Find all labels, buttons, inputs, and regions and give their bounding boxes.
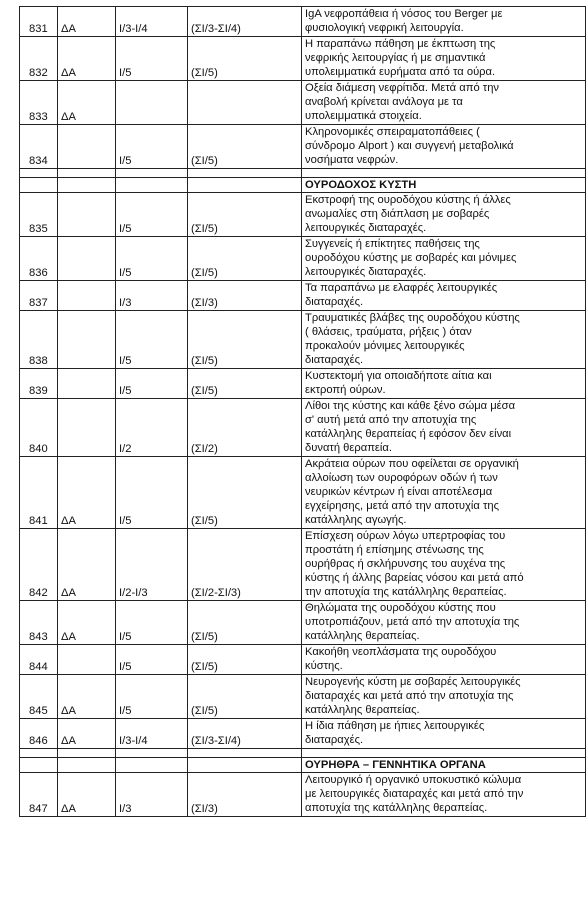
entry-description (302, 193, 586, 237)
entry-description (302, 37, 586, 81)
entry-code-greek: (ΣΙ/5) (188, 601, 302, 645)
disability-table (19, 6, 586, 817)
entry-description (302, 237, 586, 281)
table-row (20, 399, 586, 457)
blank-cell (188, 178, 302, 193)
entry-code: I/3 (116, 281, 188, 311)
description-line: Η ίδια πάθηση με ήπιες λειτουργικές (305, 720, 485, 732)
description-line: αναβολή κρίνεται ανάλογα με τα (305, 96, 463, 108)
section-heading: ΟΥΡΗΘΡΑ – ΓΕΝΝΗΤΙΚΑ ΟΡΓΑΝΑ (302, 758, 586, 773)
table-row (20, 81, 586, 125)
table-row (20, 369, 586, 399)
entry-description (302, 369, 586, 399)
entry-code: I/5 (116, 311, 188, 369)
table-row (20, 457, 586, 529)
description-line: προστάτη ή επίσημης στένωσης της (305, 544, 484, 556)
description-line: ( θλάσεις, τραύματα, ρήξεις ) όταν (305, 326, 472, 338)
blank-cell (188, 758, 302, 773)
entry-code-greek (188, 81, 302, 125)
entry-code: I/5 (116, 237, 188, 281)
entry-number: 845 (20, 675, 58, 719)
entry-description (302, 399, 586, 457)
entry-tag: ΔΑ (58, 37, 116, 81)
description-line: Ακράτεια ούρων που οφείλεται σε οργανική (305, 458, 519, 470)
description-line: Επίσχεση ούρων λόγω υπερτροφίας του (305, 530, 506, 542)
entry-description (302, 601, 586, 645)
description-line: υπολειμματικά ευρήματα από τα ούρα. (305, 66, 496, 78)
entry-tag (58, 399, 116, 457)
description-line: νευρικών κέντρων ή είναι αποτέλεσμα (305, 486, 493, 498)
blank-cell (58, 178, 116, 193)
entry-code: I/2-I/3 (116, 529, 188, 601)
table-row (20, 125, 586, 169)
entry-description (302, 529, 586, 601)
entry-code: I/5 (116, 457, 188, 529)
description-line: σύνδρομο Alport ) και συγγενή μεταβολικά (305, 140, 514, 152)
entry-tag: ΔΑ (58, 457, 116, 529)
table-row (20, 773, 586, 817)
blank-row (20, 169, 586, 178)
entry-code: I/2 (116, 399, 188, 457)
entry-code: I/5 (116, 645, 188, 675)
description-line: Κληρονομικές σπειραματοπάθειες ( (305, 126, 480, 138)
entry-code-greek: (ΣΙ/3) (188, 773, 302, 817)
entry-tag (58, 281, 116, 311)
description-line: λειτουργικές διαταραχές. (305, 222, 427, 234)
table-row (20, 601, 586, 645)
entry-code-greek: (ΣΙ/2) (188, 399, 302, 457)
entry-number: 843 (20, 601, 58, 645)
entry-number: 831 (20, 7, 58, 37)
entry-tag: ΔΑ (58, 773, 116, 817)
entry-code: I/5 (116, 369, 188, 399)
description-line: κατάλληλης θεραπείας ή εφόσον δεν είναι (305, 428, 512, 440)
description-line: υπολειμματικά στοιχεία. (305, 110, 422, 122)
description-line: διαταραχές και μετά από την αποτυχία της (305, 690, 514, 702)
entry-code: I/5 (116, 37, 188, 81)
entry-tag (58, 369, 116, 399)
description-line: κατάλληλης θεραπείας. (305, 704, 420, 716)
entry-number: 838 (20, 311, 58, 369)
blank-cell (116, 178, 188, 193)
description-line: υποτροπιάζουν, μετά από την αποτυχία της (305, 616, 520, 628)
description-line: νοσήματα νεφρών. (305, 154, 399, 166)
entry-code-greek: (ΣΙ/5) (188, 37, 302, 81)
description-line: Θηλώματα της ουροδόχου κύστης που (305, 602, 496, 614)
entry-description (302, 7, 586, 37)
description-line: IgA νεφροπάθεια ή νόσος του Berger με (305, 8, 503, 20)
description-line: Κακοήθη νεοπλάσματα της ουροδόχου (305, 646, 497, 658)
entry-number: 846 (20, 719, 58, 749)
entry-tag (58, 645, 116, 675)
description-line: Τα παραπάνω με ελαφρές λειτουργικές (305, 282, 498, 294)
table-row (20, 675, 586, 719)
description-line: εκτροπή ούρων. (305, 384, 386, 396)
section-heading: ΟΥΡΟΔΟΧΟΣ ΚΥΣΤΗ (302, 178, 586, 193)
description-line: Η παραπάνω πάθηση με έκπτωση της (305, 38, 496, 50)
entry-number: 842 (20, 529, 58, 601)
entry-tag: ΔΑ (58, 529, 116, 601)
entry-number: 833 (20, 81, 58, 125)
table-row (20, 37, 586, 81)
entry-number: 832 (20, 37, 58, 81)
description-line: λειτουργικές διαταραχές. (305, 266, 427, 278)
entry-tag: ΔΑ (58, 675, 116, 719)
description-line: προκαλούν μόνιμες λειτουργικές (305, 340, 465, 352)
entry-code-greek: (ΣΙ/5) (188, 457, 302, 529)
entry-tag (58, 237, 116, 281)
entry-code: I/5 (116, 675, 188, 719)
description-line: κύστης. (305, 660, 343, 672)
entry-number: 835 (20, 193, 58, 237)
entry-tag: ΔΑ (58, 81, 116, 125)
blank-cell (20, 758, 58, 773)
entry-number: 839 (20, 369, 58, 399)
entry-code: I/5 (116, 601, 188, 645)
entry-description (302, 125, 586, 169)
entry-tag (58, 125, 116, 169)
description-line: εγχείρησης, μετά από την αποτυχία της (305, 500, 499, 512)
description-line: Τραυματικές βλάβες της ουροδόχου κύστης (305, 312, 520, 324)
table-row (20, 237, 586, 281)
entry-number: 847 (20, 773, 58, 817)
entry-code-greek: (ΣΙ/3-ΣΙ/4) (188, 7, 302, 37)
table-row (20, 719, 586, 749)
description-line: κύστης ή άλλης βαρείας νόσου και μετά από (305, 572, 524, 584)
description-line: κατάλληλης θεραπείας. (305, 630, 420, 642)
section-row (20, 178, 586, 193)
entry-tag: ΔΑ (58, 601, 116, 645)
description-line: σ' αυτή μετά από την αποτυχία της (305, 414, 477, 426)
table-row (20, 529, 586, 601)
entry-description (302, 645, 586, 675)
entry-code-greek: (ΣΙ/3-ΣΙ/4) (188, 719, 302, 749)
entry-code-greek: (ΣΙ/5) (188, 675, 302, 719)
entry-code: I/3-I/4 (116, 719, 188, 749)
description-line: Εκστροφή της ουροδόχου κύστης ή άλλες (305, 194, 511, 206)
entry-number: 836 (20, 237, 58, 281)
table-row (20, 7, 586, 37)
description-line: Κυστεκτομή για οποιαδήποτε αίτια και (305, 370, 492, 382)
description-line: Νευρογενής κύστη με σοβαρές λειτουργικές (305, 676, 521, 688)
entry-number: 837 (20, 281, 58, 311)
blank-cell (116, 758, 188, 773)
description-line: δυνατή θεραπεία. (305, 442, 392, 454)
description-line: φυσιολογική νεφρική λειτουργία. (305, 22, 464, 34)
blank-cell (116, 749, 188, 758)
blank-cell (20, 169, 58, 178)
description-line: κατάλληλης αγωγής. (305, 514, 407, 526)
entry-description (302, 281, 586, 311)
entry-code-greek: (ΣΙ/2-ΣΙ/3) (188, 529, 302, 601)
blank-cell (58, 749, 116, 758)
description-line: Οξεία διάμεση νεφρίτιδα. Μετά από την (305, 82, 500, 94)
section-row (20, 758, 586, 773)
table-body (20, 7, 586, 817)
entry-code-greek: (ΣΙ/5) (188, 237, 302, 281)
table-row (20, 645, 586, 675)
description-line: Λειτουργικό ή οργανικό υποκυστικό κώλυμα (305, 774, 522, 786)
entry-code: I/3-I/4 (116, 7, 188, 37)
description-line: ουροδόχου κύστης με σοβαρές και μόνιμες (305, 252, 517, 264)
description-line: διαταραχές. (305, 354, 364, 366)
table-row (20, 193, 586, 237)
description-line: αποτυχία της κατάλληλης θεραπείας. (305, 802, 488, 814)
entry-description (302, 81, 586, 125)
description-line: διαταραχές. (305, 296, 364, 308)
description-line: νεφρικής λειτουργίας ή με σημαντικά (305, 52, 486, 64)
entry-code-greek: (ΣΙ/5) (188, 369, 302, 399)
table-row (20, 311, 586, 369)
blank-cell (188, 169, 302, 178)
blank-cell (20, 178, 58, 193)
entry-code: I/5 (116, 125, 188, 169)
blank-row (20, 749, 586, 758)
description-line: διαταραχές. (305, 734, 364, 746)
entry-code-greek: (ΣΙ/5) (188, 311, 302, 369)
blank-cell (302, 749, 586, 758)
entry-number: 844 (20, 645, 58, 675)
entry-description (302, 773, 586, 817)
blank-cell (20, 749, 58, 758)
description-line: Λίθοι της κύστης και κάθε ξένο σώμα μέσα (305, 400, 516, 412)
entry-description (302, 311, 586, 369)
description-line: Συγγενείς ή επίκτητες παθήσεις της (305, 238, 480, 250)
entry-number: 840 (20, 399, 58, 457)
entry-code-greek: (ΣΙ/5) (188, 645, 302, 675)
description-line: ουρήθρας ή σκλήρυνσης του αυχένα της (305, 558, 506, 570)
entry-code-greek: (ΣΙ/5) (188, 193, 302, 237)
blank-cell (188, 749, 302, 758)
entry-description (302, 719, 586, 749)
entry-tag: ΔΑ (58, 7, 116, 37)
entry-number: 834 (20, 125, 58, 169)
entry-code: I/3 (116, 773, 188, 817)
entry-description (302, 457, 586, 529)
entry-description (302, 675, 586, 719)
entry-number: 841 (20, 457, 58, 529)
entry-code: I/5 (116, 193, 188, 237)
blank-cell (116, 169, 188, 178)
description-line: την αποτυχία της κατάλληλης θεραπείας. (305, 586, 507, 598)
entry-tag: ΔΑ (58, 719, 116, 749)
entry-tag (58, 193, 116, 237)
description-line: με λειτουργικές διαταραχές και μετά από την (305, 788, 524, 800)
entry-code (116, 81, 188, 125)
blank-cell (58, 758, 116, 773)
blank-cell (58, 169, 116, 178)
entry-code-greek: (ΣΙ/5) (188, 125, 302, 169)
description-line: αλλοίωση των ουροφόρων οδών ή των (305, 472, 498, 484)
description-line: ανωμαλίες στη διάπλαση με σοβαρές (305, 208, 490, 220)
entry-tag (58, 311, 116, 369)
blank-cell (302, 169, 586, 178)
table-row (20, 281, 586, 311)
entry-code-greek: (ΣΙ/3) (188, 281, 302, 311)
